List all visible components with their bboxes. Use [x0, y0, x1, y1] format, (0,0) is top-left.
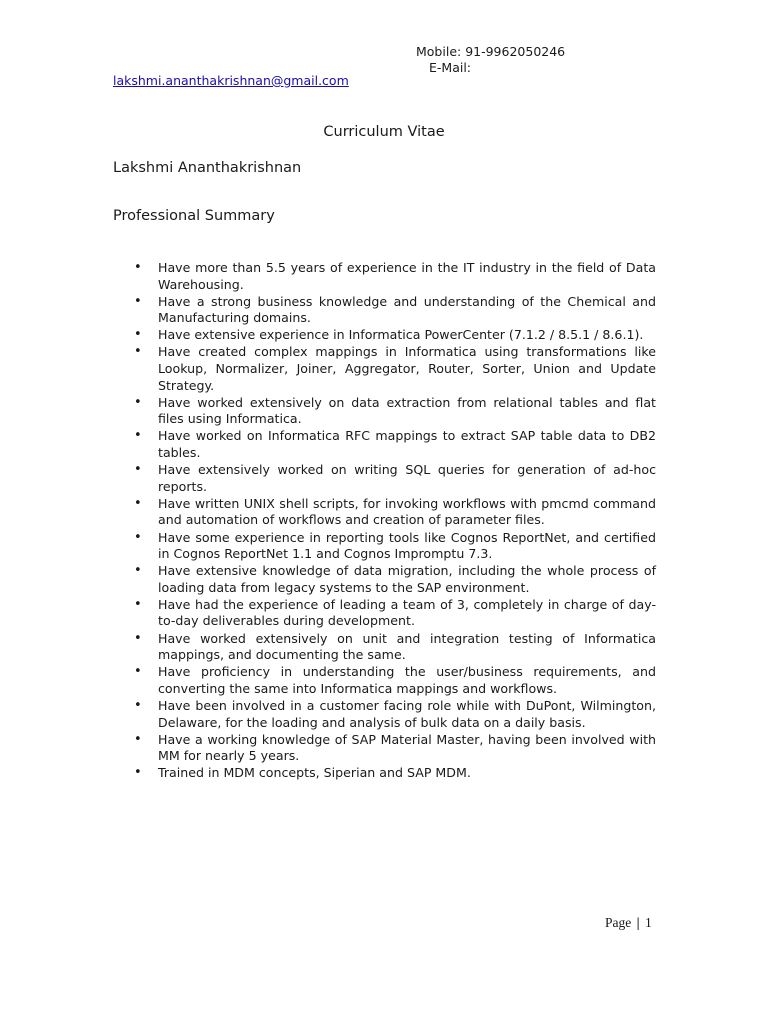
page-number: 1 — [644, 915, 652, 930]
list-item: • Have some experience in reporting tools like Cognos ReportNet, and certified in Cognos ReportNet 1.1 and Cognos Impromptu 7.3. — [134, 530, 656, 563]
professional-summary-list — [134, 260, 656, 782]
list-item: • Have had the experience of leading a team of 3, completely in charge of day-to-day deliverables during development. — [134, 597, 656, 630]
mobile-number: Mobile: 91-9962050246 — [416, 44, 566, 59]
list-item: • Have worked extensively on data extraction from relational tables and flat files using Informatica. — [134, 395, 656, 428]
list-item: • Trained in MDM concepts, Siperian and SAP MDM. — [134, 765, 656, 782]
document-title: Curriculum Vitae — [323, 124, 445, 140]
list-item: • Have a strong business knowledge and understanding of the Chemical and Manufacturing domains. — [134, 294, 656, 327]
page-label: Page — [605, 915, 632, 930]
list-item: • Have been involved in a customer facing role while with DuPont, Wilmington, Delaware, for the loading and analysis of bulk data on a daily basis. — [134, 698, 656, 731]
list-item: • Have worked on Informatica RFC mappings to extract SAP table data to DB2 tables. — [134, 428, 656, 461]
list-item: • Have extensively worked on writing SQL queries for generation of ad-hoc reports. — [134, 462, 656, 495]
list-item: • Have worked extensively on unit and integration testing of Informatica mappings, and documenting the same. — [134, 631, 656, 664]
candidate-name: Lakshmi Ananthakrishnan — [113, 160, 302, 176]
list-item: • Have proficiency in understanding the user/business requirements, and converting the same into Informatica mappings and workflows. — [134, 664, 656, 697]
email-label: E-Mail: — [429, 60, 472, 75]
page-footer — [605, 914, 652, 932]
list-item: • Have extensive knowledge of data migration, including the whole process of loading data from legacy systems to the SAP environment. — [134, 563, 656, 596]
list-item: • Have more than 5.5 years of experience in the IT industry in the field of Data Warehousing. — [134, 260, 656, 293]
email-link[interactable]: lakshmi.ananthakrishnan@gmail.com — [113, 73, 349, 88]
list-item: • Have written UNIX shell scripts, for invoking workflows with pmcmd command and automation of workflows and creation of parameter files. — [134, 496, 656, 529]
list-item: • Have a working knowledge of SAP Material Master, having been involved with MM for nearly 5 years. — [134, 732, 656, 765]
section-heading-professional-summary: Professional Summary — [113, 208, 275, 224]
list-item: • Have extensive experience in Informatica PowerCenter (7.1.2 / 8.5.1 / 8.6.1). — [134, 327, 656, 344]
list-item: • Have created complex mappings in Informatica using transformations like Lookup, Normalizer, Joiner, Aggregator, Router, Sorter, Union and Update Strategy. — [134, 344, 656, 394]
page-separator: | — [636, 915, 640, 930]
